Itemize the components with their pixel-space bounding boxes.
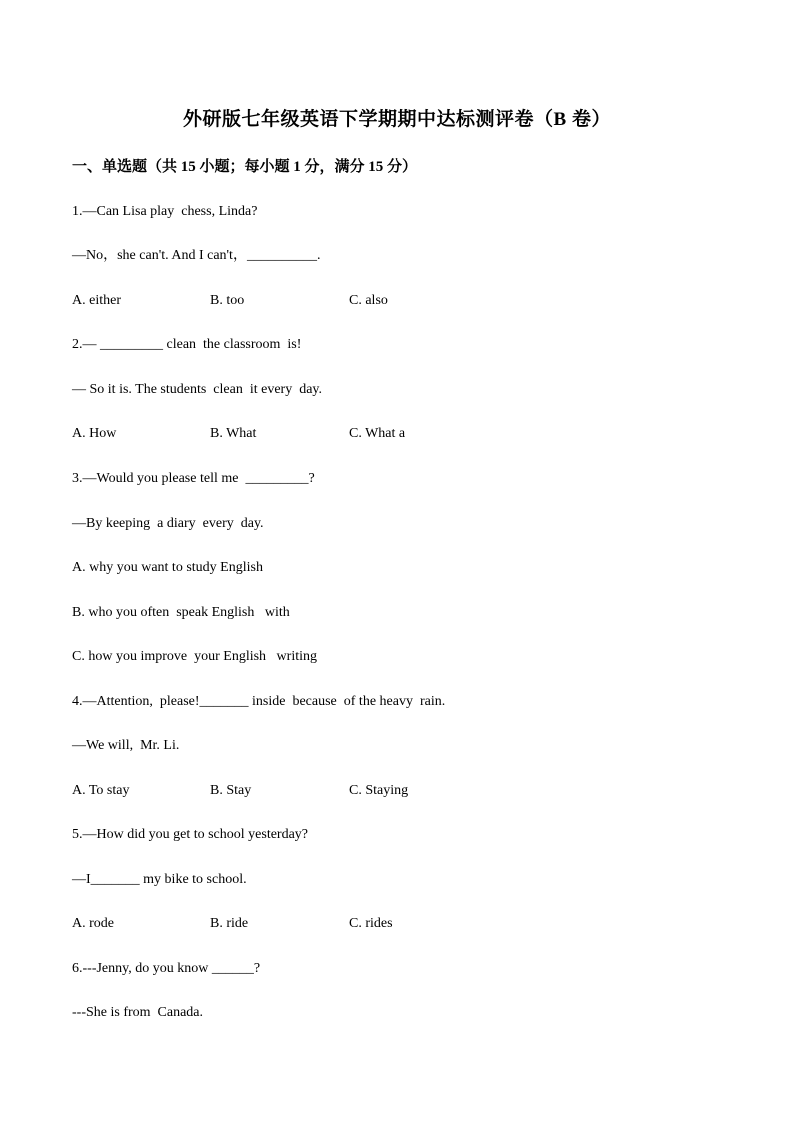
question-6-stem: 6.---Jenny, do you know ______?: [72, 961, 261, 976]
question-1-option-a: A. either: [72, 293, 121, 308]
page-title: 外研版七年级英语下学期期中达标测评卷（B 卷）: [183, 109, 611, 130]
question-3-option-a: A. why you want to study English: [72, 560, 263, 575]
question-1-reply: —No，she can't. And I can't，__________.: [72, 248, 321, 263]
question-6-reply: ---She is from Canada.: [72, 1005, 204, 1020]
question-5-option-b: B. ride: [210, 916, 249, 931]
question-5-option-c: C. rides: [349, 916, 393, 931]
question-4-option-b: B. Stay: [210, 783, 252, 798]
question-1-option-b: B. too: [210, 293, 245, 308]
question-2-option-b: B. What: [210, 426, 257, 441]
question-2-reply: — So it is. The students clean it every day.: [72, 382, 323, 397]
question-3-reply: —By keeping a diary every day.: [72, 516, 264, 531]
question-4-stem: 4.—Attention, please!_______ inside because of the heavy rain.: [72, 694, 446, 709]
question-5-stem: 5.—How did you get to school yesterday?: [72, 827, 309, 842]
question-1-stem: 1.—Can Lisa play chess, Linda?: [72, 204, 258, 219]
question-3-option-c: C. how you improve your English writing: [72, 649, 317, 664]
question-2-option-a: A. How: [72, 426, 117, 441]
question-3-option-b: B. who you often speak English with: [72, 605, 290, 620]
question-4-option-c: C. Staying: [349, 783, 409, 798]
question-2-option-c: C. What a: [349, 426, 406, 441]
section-heading: 一、单选题（共 15 小题；每小题 1 分，满分 15 分）: [72, 159, 418, 175]
question-5-reply: —I_______ my bike to school.: [72, 872, 247, 887]
question-1-option-c: C. also: [349, 293, 388, 308]
question-2-stem: 2.— _________ clean the classroom is!: [72, 337, 302, 352]
question-4-reply: —We will, Mr. Li.: [72, 738, 180, 753]
question-5-option-a: A. rode: [72, 916, 114, 931]
question-4-option-a: A. To stay: [72, 783, 130, 798]
question-3-stem: 3.—Would you please tell me _________?: [72, 471, 315, 486]
